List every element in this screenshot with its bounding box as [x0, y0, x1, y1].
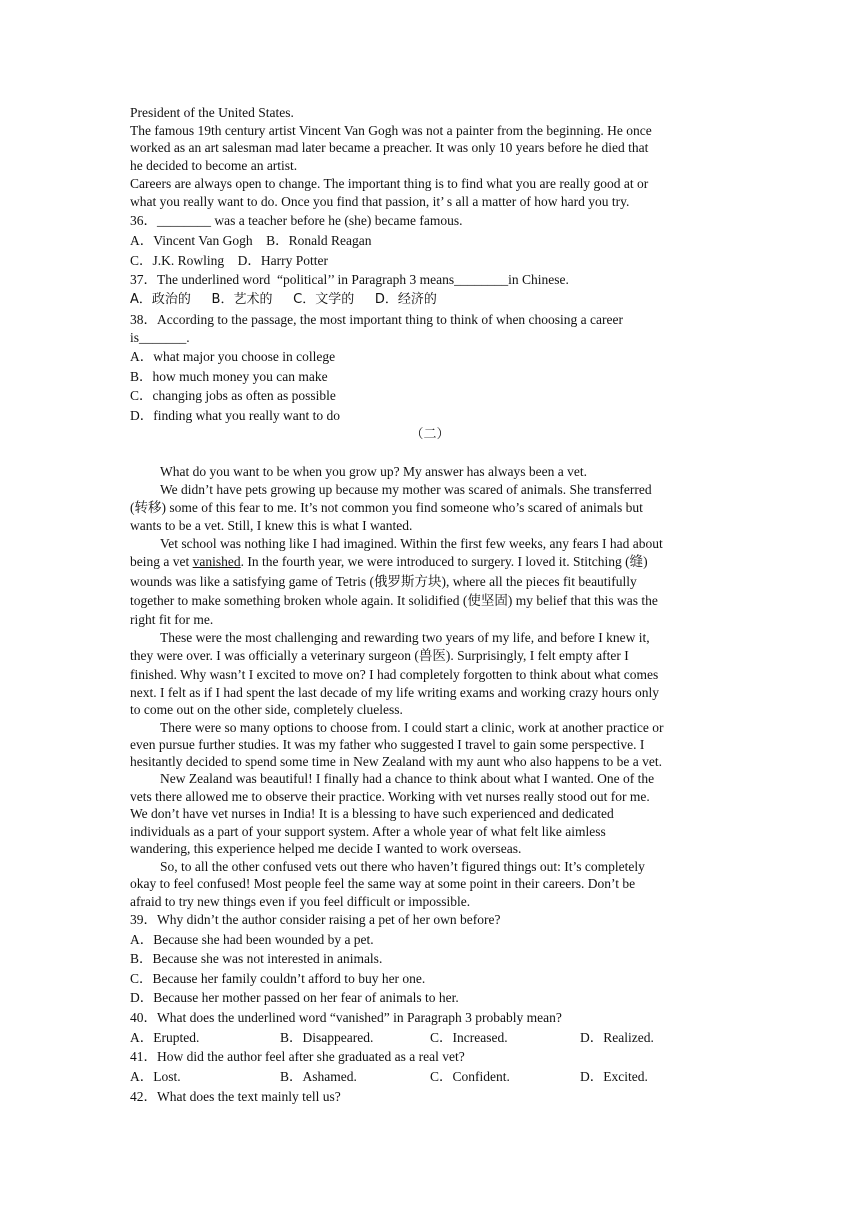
question-41-option-b: B．Ashamed.: [280, 1069, 357, 1084]
passage-line: hesitantly decided to spend some time in New Zealand with my aunt who also happens to be a vet.: [130, 754, 662, 769]
passage-line: next. I felt as if I had spent the last decade of my life writing exams and working crazy hours only: [130, 685, 659, 700]
passage-line: Careers are always open to change. The important thing is to find what you are really good at or: [130, 176, 649, 191]
question-42-stem: 42．What does the text mainly tell us?: [130, 1089, 341, 1104]
passage-line: New Zealand was beautiful! I finally had a chance to think about what I wanted. One of the: [160, 771, 655, 786]
question-38-option-b: B．how much money you can make: [130, 369, 328, 384]
question-38-option-d: D．finding what you really want to do: [130, 408, 340, 423]
question-40-option-d: D．Realized.: [580, 1030, 654, 1045]
section-heading: （二）: [410, 427, 450, 442]
passage-line: vets there allowed me to observe their practice. Working with vet nurses really stood out for me.: [130, 789, 650, 804]
passage-line: President of the United States.: [130, 105, 294, 120]
passage-text: . In the fourth year, we were introduced to surgery. I loved it. Stitching (缝): [240, 554, 648, 569]
passage-line: These were the most challenging and rewarding two years of my life, and before I knew it,: [160, 630, 650, 645]
question-38-stem: 38．According to the passage, the most important thing to think of when choosing a career: [130, 312, 624, 327]
question-40-option-c: C．Increased.: [430, 1030, 508, 1045]
passage-text: being a vet: [130, 554, 193, 569]
question-40-stem: 40．What does the underlined word “vanished” in Paragraph 3 probably mean?: [130, 1010, 562, 1025]
passage-line: So, to all the other confused vets out there who haven’t figured things out: It’s completely: [160, 859, 645, 874]
passage-line: wounds was like a satisfying game of Tetris (俄罗斯方块), where all the pieces fit beautifully: [130, 574, 637, 589]
passage-line: what you really want to do. Once you find that passion, it’ s all a matter of how hard you try.: [130, 194, 630, 209]
question-39-option-c: C．Because her family couldn’t afford to buy her one.: [130, 971, 426, 986]
passage-line: We didn’t have pets growing up because my mother was scared of animals. She transferred: [160, 482, 652, 497]
question-36-stem: 36．________ was a teacher before he (she) became famous.: [130, 213, 463, 228]
question-39-option-d: D．Because her mother passed on her fear of animals to her.: [130, 990, 459, 1005]
question-39-option-b: B．Because she was not interested in animals.: [130, 951, 383, 966]
passage-line: What do you want to be when you grow up? My answer has always been a vet.: [160, 464, 588, 479]
passage-line: (转移) some of this fear to me. It’s not common you find someone who’s scared of animals but: [130, 500, 643, 515]
question-41-option-a: A．Lost.: [130, 1069, 181, 1084]
question-41-option-d: D．Excited.: [580, 1069, 648, 1084]
passage-line: We don’t have vet nurses in India! It is a blessing to have such experienced and dedicated: [130, 806, 614, 821]
underlined-word: vanished: [192, 554, 241, 569]
passage-line: to come out on the other side, completely clueless.: [130, 702, 403, 717]
passage-line: wants to be a vet. Still, I knew this is what I wanted.: [130, 518, 413, 533]
passage-line: wandering, this experience helped me decide I wanted to work overseas.: [130, 841, 522, 856]
passage-line: Vet school was nothing like I had imagined. Within the first few weeks, any fears I had about: [160, 536, 663, 551]
question-38-stem: is_______.: [130, 330, 190, 345]
question-37-stem: 37．The underlined word “political’’ in Paragraph 3 means________in Chinese.: [130, 272, 569, 287]
passage-line: afraid to try new things even if you feel difficult or impossible.: [130, 894, 471, 909]
passage-line: okay to feel confused! Most people feel the same way at some point in their careers. Don’t be: [130, 876, 636, 891]
passage-line: individuals as a part of your support system. After a whole year of what felt like aimless: [130, 824, 606, 839]
question-39-option-a: A．Because she had been wounded by a pet.: [130, 932, 374, 947]
passage-line: even pursue further studies. It was my father who suggested I travel to gain some perspective. I: [130, 737, 645, 752]
question-36-options-row1: A．Vincent Van Gogh B．Ronald Reagan: [130, 233, 372, 248]
passage-line: [130, 553, 648, 571]
question-41-stem: 41．How did the author feel after she graduated as a real vet?: [130, 1049, 465, 1064]
question-40-option-a: A．Erupted.: [130, 1030, 200, 1045]
passage-line: they were over. I was officially a veterinary surgeon (兽医). Surprisingly, I felt empty after I: [130, 648, 629, 663]
question-36-options-row2: C．J.K. Rowling D．Harry Potter: [130, 253, 328, 268]
passage-line: right fit for me.: [130, 612, 214, 627]
passage-line: he decided to become an artist.: [130, 158, 298, 173]
question-37-options: A．政治的 B．艺术的 C．文学的 D．经济的: [130, 292, 437, 307]
passage-line: The famous 19th century artist Vincent Van Gogh was not a painter from the beginning. He once: [130, 123, 652, 138]
passage-line: finished. Why wasn’t I excited to move on? I had completely forgotten to think about what comes: [130, 667, 659, 682]
question-38-option-a: A．what major you choose in college: [130, 349, 336, 364]
passage-line: worked as an art salesman mad later became a preacher. It was only 10 years before he died that: [130, 140, 649, 155]
question-41-option-c: C．Confident.: [430, 1069, 510, 1084]
question-40-option-b: B．Disappeared.: [280, 1030, 374, 1045]
passage-line: together to make something broken whole again. It solidified (使坚固) my belief that this was the: [130, 593, 658, 608]
question-39-stem: 39．Why didn’t the author consider raising a pet of her own before?: [130, 912, 501, 927]
passage-line: There were so many options to choose from. I could start a clinic, work at another practice or: [160, 720, 664, 735]
question-38-option-c: C．changing jobs as often as possible: [130, 388, 336, 403]
